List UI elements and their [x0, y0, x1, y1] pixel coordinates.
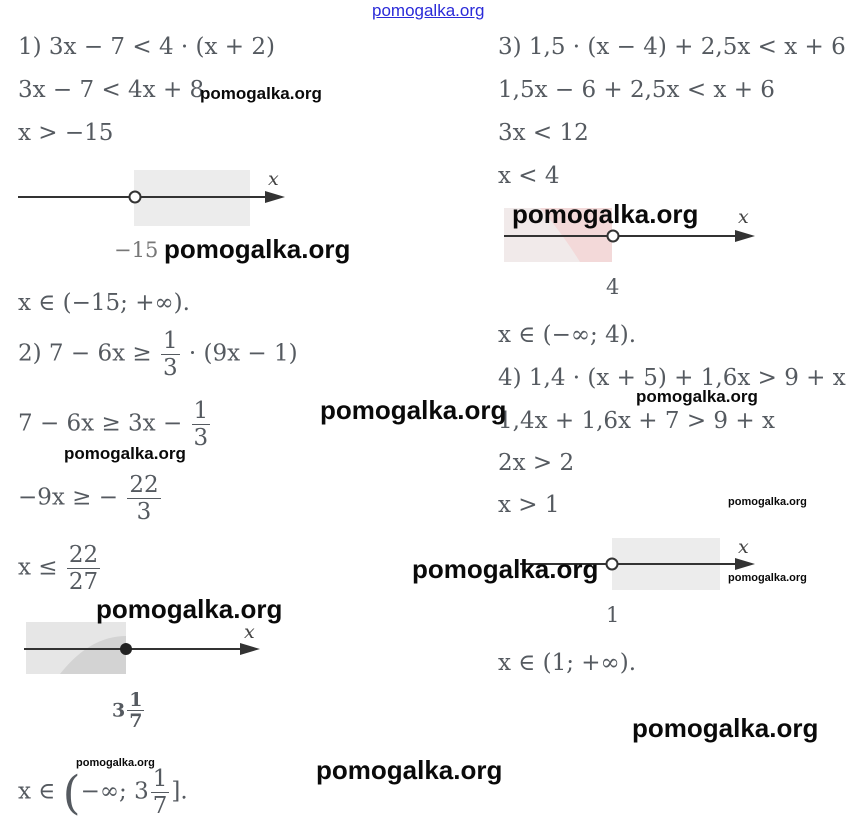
p4-line-1: 4) 1,4 · (x + 5) + 1,6x > 9 + x — [498, 365, 846, 391]
p2-ans-open: ( — [62, 765, 81, 820]
watermark-top[interactable]: pomogalka.org — [372, 1, 485, 20]
p4-answer: x ∈ (1; +∞). — [498, 650, 636, 676]
p2-l2-prefix: 7 − 6x ≥ 3x − — [18, 410, 183, 437]
p1-axis-var: x — [268, 168, 279, 190]
p4-point-label: 1 — [606, 603, 620, 627]
p2-l1-prefix: 2) 7 − 6x ≥ — [18, 340, 152, 367]
p2-l2-num: 1 — [193, 398, 209, 424]
p2-l2-den: 3 — [193, 425, 209, 451]
watermark: pomogalka.org — [728, 572, 807, 584]
p1-answer: x ∈ (−15; +∞). — [18, 290, 190, 316]
p3-line-4: x < 4 — [498, 163, 560, 189]
p3-line-3: 3x < 12 — [498, 120, 589, 146]
p1-line-1: 1) 3x − 7 < 4 · (x + 2) — [18, 34, 275, 60]
p2-l3-den: 3 — [136, 499, 152, 525]
p2-l3-prefix: −9x ≥ − — [18, 484, 119, 511]
p3-line-1: 3) 1,5 · (x − 4) + 2,5x < x + 6 — [498, 34, 846, 60]
p2-l1-den: 3 — [162, 355, 178, 381]
p3-line-2: 1,5x − 6 + 2,5x < x + 6 — [498, 77, 775, 103]
p4-axis-var: x — [738, 536, 749, 558]
watermark: pomogalka.org — [320, 395, 507, 425]
p4-line-4: x > 1 — [498, 492, 560, 518]
p3-answer: x ∈ (−∞; 4). — [498, 322, 636, 348]
p1-line-3: x > −15 — [18, 120, 114, 146]
p4-line-2: 1,4x + 1,6x + 7 > 9 + x — [498, 408, 775, 434]
p2-l3-num: 22 — [129, 472, 159, 498]
p4-line-3: 2x > 2 — [498, 450, 575, 476]
p2-ans-inner: −∞; 3 — [80, 778, 149, 805]
p2-axis-var: x — [244, 621, 255, 643]
watermark: pomogalka.org — [96, 594, 283, 624]
p1-point-label: −15 — [114, 238, 159, 262]
p2-l4-num: 22 — [68, 542, 99, 568]
p3-axis-var: x — [738, 206, 749, 228]
p2-point-den: 7 — [129, 710, 143, 732]
watermark: pomogalka.org — [76, 757, 155, 769]
p2-ans-close: ]. — [171, 778, 188, 805]
p2-point-whole: 3 — [112, 699, 126, 722]
p2-point-num: 1 — [129, 689, 143, 711]
watermark: pomogalka.org — [316, 755, 503, 785]
watermark: pomogalka.org — [636, 387, 758, 406]
watermark: pomogalka.org — [728, 496, 807, 508]
p2-l1-num: 1 — [162, 328, 178, 354]
watermark: pomogalka.org — [64, 444, 186, 463]
p2-ans-num: 1 — [152, 766, 168, 792]
p2-l4-prefix: x ≤ — [18, 554, 58, 581]
p4-arrow — [735, 558, 755, 570]
watermark: pomogalka.org — [200, 84, 322, 103]
watermark: pomogalka.org — [164, 234, 351, 264]
watermark: pomogalka.org — [512, 199, 699, 229]
p3-point-label: 4 — [606, 275, 620, 299]
p2-ans-prefix: x ∈ — [18, 778, 56, 805]
p4-open-point — [607, 559, 618, 570]
p2-ans-den: 7 — [152, 793, 168, 819]
p2-l4-den: 27 — [68, 569, 99, 595]
watermark: pomogalka.org — [632, 713, 819, 743]
watermark: pomogalka.org — [412, 554, 599, 584]
p2-l1-suffix: · (9x − 1) — [188, 340, 298, 367]
p1-line-2: 3x − 7 < 4x + 8 — [18, 77, 205, 103]
